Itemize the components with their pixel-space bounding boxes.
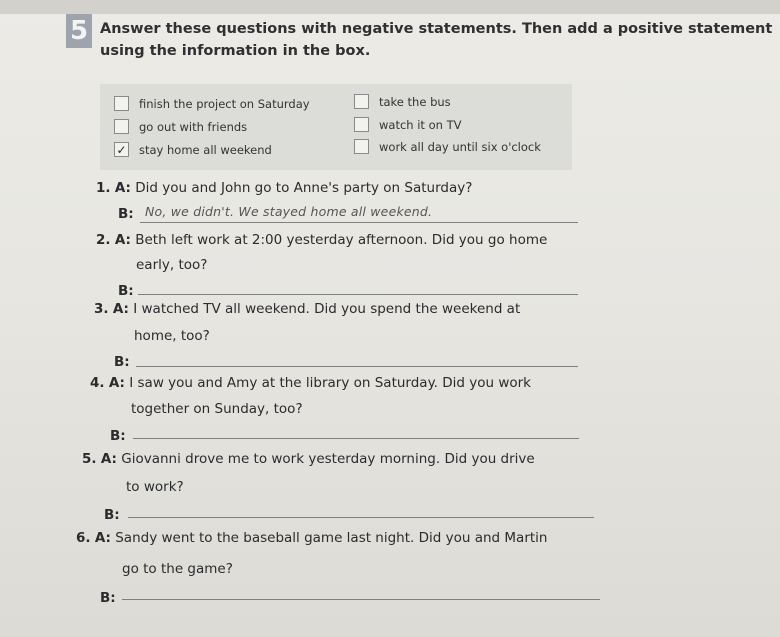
question-text-continued: to work? xyxy=(126,479,184,495)
speaker-b: B: xyxy=(114,354,130,370)
question-number: 3. xyxy=(94,301,109,317)
answer-line-3[interactable] xyxy=(136,366,578,367)
speaker-a: A: xyxy=(114,232,131,248)
question-number: 4. xyxy=(90,375,105,391)
option-work-all-day xyxy=(354,139,541,154)
speaker-a: A: xyxy=(112,301,129,317)
speaker-a: A: xyxy=(114,180,131,196)
checkbox-checked[interactable] xyxy=(114,142,129,157)
option-label: stay home all weekend xyxy=(139,142,272,157)
checkbox[interactable] xyxy=(114,96,129,111)
exercise-instructions: Answer these questions with negative statements. Then add a positive statement using the information in the box. xyxy=(100,21,773,59)
checkbox[interactable] xyxy=(354,139,369,154)
speaker-b: B: xyxy=(100,590,116,606)
question-2 xyxy=(96,232,547,248)
question-text: Did you and John go to Anne's party on Saturday? xyxy=(135,180,473,196)
handwritten-answer: No, we didn't. We stayed home all weekend. xyxy=(145,204,433,219)
option-watch-tv xyxy=(354,117,461,132)
option-label: watch it on TV xyxy=(379,117,462,132)
information-box xyxy=(100,84,572,170)
question-number: 5. xyxy=(82,451,97,467)
question-3 xyxy=(94,301,520,317)
option-label: finish the project on Saturday xyxy=(139,96,310,111)
option-label: take the bus xyxy=(379,94,451,109)
question-number: 6. xyxy=(76,530,91,546)
question-text: Sandy went to the baseball game last night. Did you and Martin xyxy=(115,530,548,546)
option-go-out xyxy=(114,119,247,134)
answer-line-2[interactable] xyxy=(138,294,578,295)
answer-line-4[interactable] xyxy=(133,438,579,439)
exercise-number: 5 xyxy=(66,14,92,48)
question-text-continued: together on Sunday, too? xyxy=(131,401,303,417)
question-text: I watched TV all weekend. Did you spend the weekend at xyxy=(133,301,521,317)
option-label: work all day until six o'clock xyxy=(379,139,541,154)
question-text-continued: go to the game? xyxy=(122,561,233,577)
option-finish-project xyxy=(114,96,310,111)
speaker-a: A: xyxy=(108,375,125,391)
question-text-continued: home, too? xyxy=(134,328,210,344)
question-text: I saw you and Amy at the library on Saturday. Did you work xyxy=(129,375,531,391)
speaker-a: A: xyxy=(94,530,111,546)
checkbox[interactable] xyxy=(354,94,369,109)
question-5 xyxy=(82,451,535,467)
speaker-b: B: xyxy=(110,428,126,444)
checkmark-icon: ✓ xyxy=(116,142,127,157)
checkbox[interactable] xyxy=(114,119,129,134)
question-4 xyxy=(90,375,531,391)
question-text: Beth left work at 2:00 yesterday afternoon. Did you go home xyxy=(135,232,548,248)
option-stay-home xyxy=(114,142,272,157)
question-6 xyxy=(76,530,547,546)
speaker-b: B: xyxy=(104,507,120,523)
question-number: 2. xyxy=(96,232,111,248)
question-text-continued: early, too? xyxy=(136,257,208,273)
option-take-bus xyxy=(354,94,451,109)
checkbox[interactable] xyxy=(354,117,369,132)
question-text: Giovanni drove me to work yesterday morning. Did you drive xyxy=(121,451,535,467)
speaker-a: A: xyxy=(100,451,117,467)
speaker-b: B: xyxy=(118,283,134,299)
question-1 xyxy=(96,180,472,196)
answer-line-5[interactable] xyxy=(128,517,594,518)
speaker-b: B: xyxy=(118,206,134,222)
answer-line-1[interactable] xyxy=(140,222,578,223)
answer-line-6[interactable] xyxy=(122,599,600,600)
question-number: 1. xyxy=(96,180,111,196)
option-label: go out with friends xyxy=(139,119,248,134)
page-top-edge xyxy=(0,0,780,14)
